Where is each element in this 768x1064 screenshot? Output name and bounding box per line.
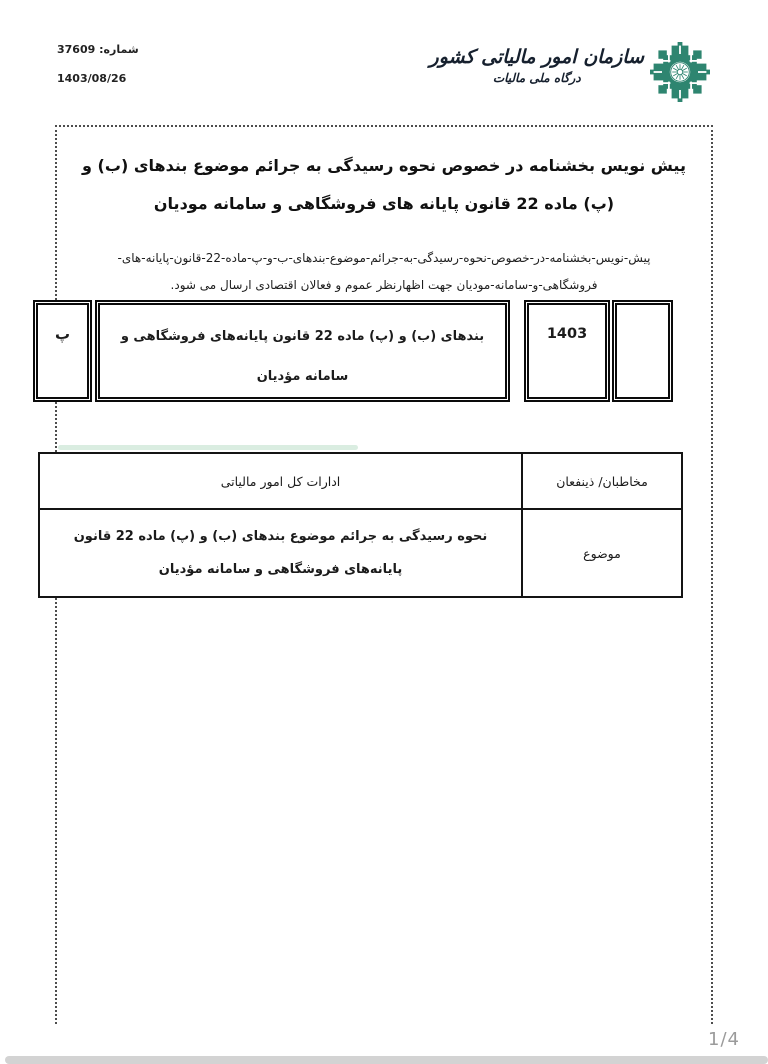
organization-name: سازمان امور مالیاتی کشور	[429, 46, 644, 68]
classification-subject-cell: بندهای (ب) و (پ) ماده 22 قانون پایانه‌های فروشگاهی و سامانه مؤدیان	[95, 300, 510, 402]
subject-value: نحوه رسیدگی به جرائم موضوع بندهای (ب) و (پ) ماده 22 قانون پایانه‌های فروشگاهی و سامانه مؤدیان	[73, 529, 488, 577]
circular-slug-line1: پیش-نویس-بخشنامه-در-خصوص-نحوه-رسیدگی-به-جرائم-موضوع-بندهای-ب-و-پ-ماده-22-قانون-پایانه-های-	[117, 251, 651, 265]
recipients-label: مخاطبان/ ذینفعان	[521, 454, 681, 508]
circular-title-line2: (پ) ماده 22 قانون پایانه های فروشگاهی و سامانه مودیان	[153, 194, 615, 213]
organization-portal: درگاه ملی مالیات	[492, 71, 581, 85]
table-row	[40, 508, 681, 596]
table-row	[40, 454, 681, 508]
circular-slug-line2: فروشگاهی-و-سامانه-مودیان جهت اظهارنظر عموم و فعالان اقتصادی ارسال می شود.	[170, 278, 598, 292]
recipients-value: ادارات کل امور مالیاتی	[220, 473, 341, 489]
info-table	[38, 452, 683, 598]
document-meta	[57, 35, 139, 93]
classification-year-cell: 1403	[524, 300, 610, 402]
circular-title-line1: پیش نویس بخشنامه در خصوص نحوه رسیدگی به جرائم موضوع بندهای (ب) و	[82, 156, 686, 175]
circular-slug	[62, 245, 706, 299]
circular-title	[70, 147, 698, 223]
classification-empty-cell	[612, 300, 673, 402]
page-indicator: 1/4	[708, 1029, 740, 1050]
tax-administration-logo-icon	[650, 41, 710, 103]
horizontal-scrollbar[interactable]	[5, 1056, 768, 1064]
subject-label: موضوع	[521, 510, 681, 596]
document-number: شماره: 37609	[57, 43, 139, 56]
organization-name-block	[430, 46, 644, 85]
highlighter-smudge	[58, 445, 358, 450]
document-date: 1403/08/26	[57, 72, 127, 85]
classification-letter-cell: پ	[33, 300, 92, 402]
